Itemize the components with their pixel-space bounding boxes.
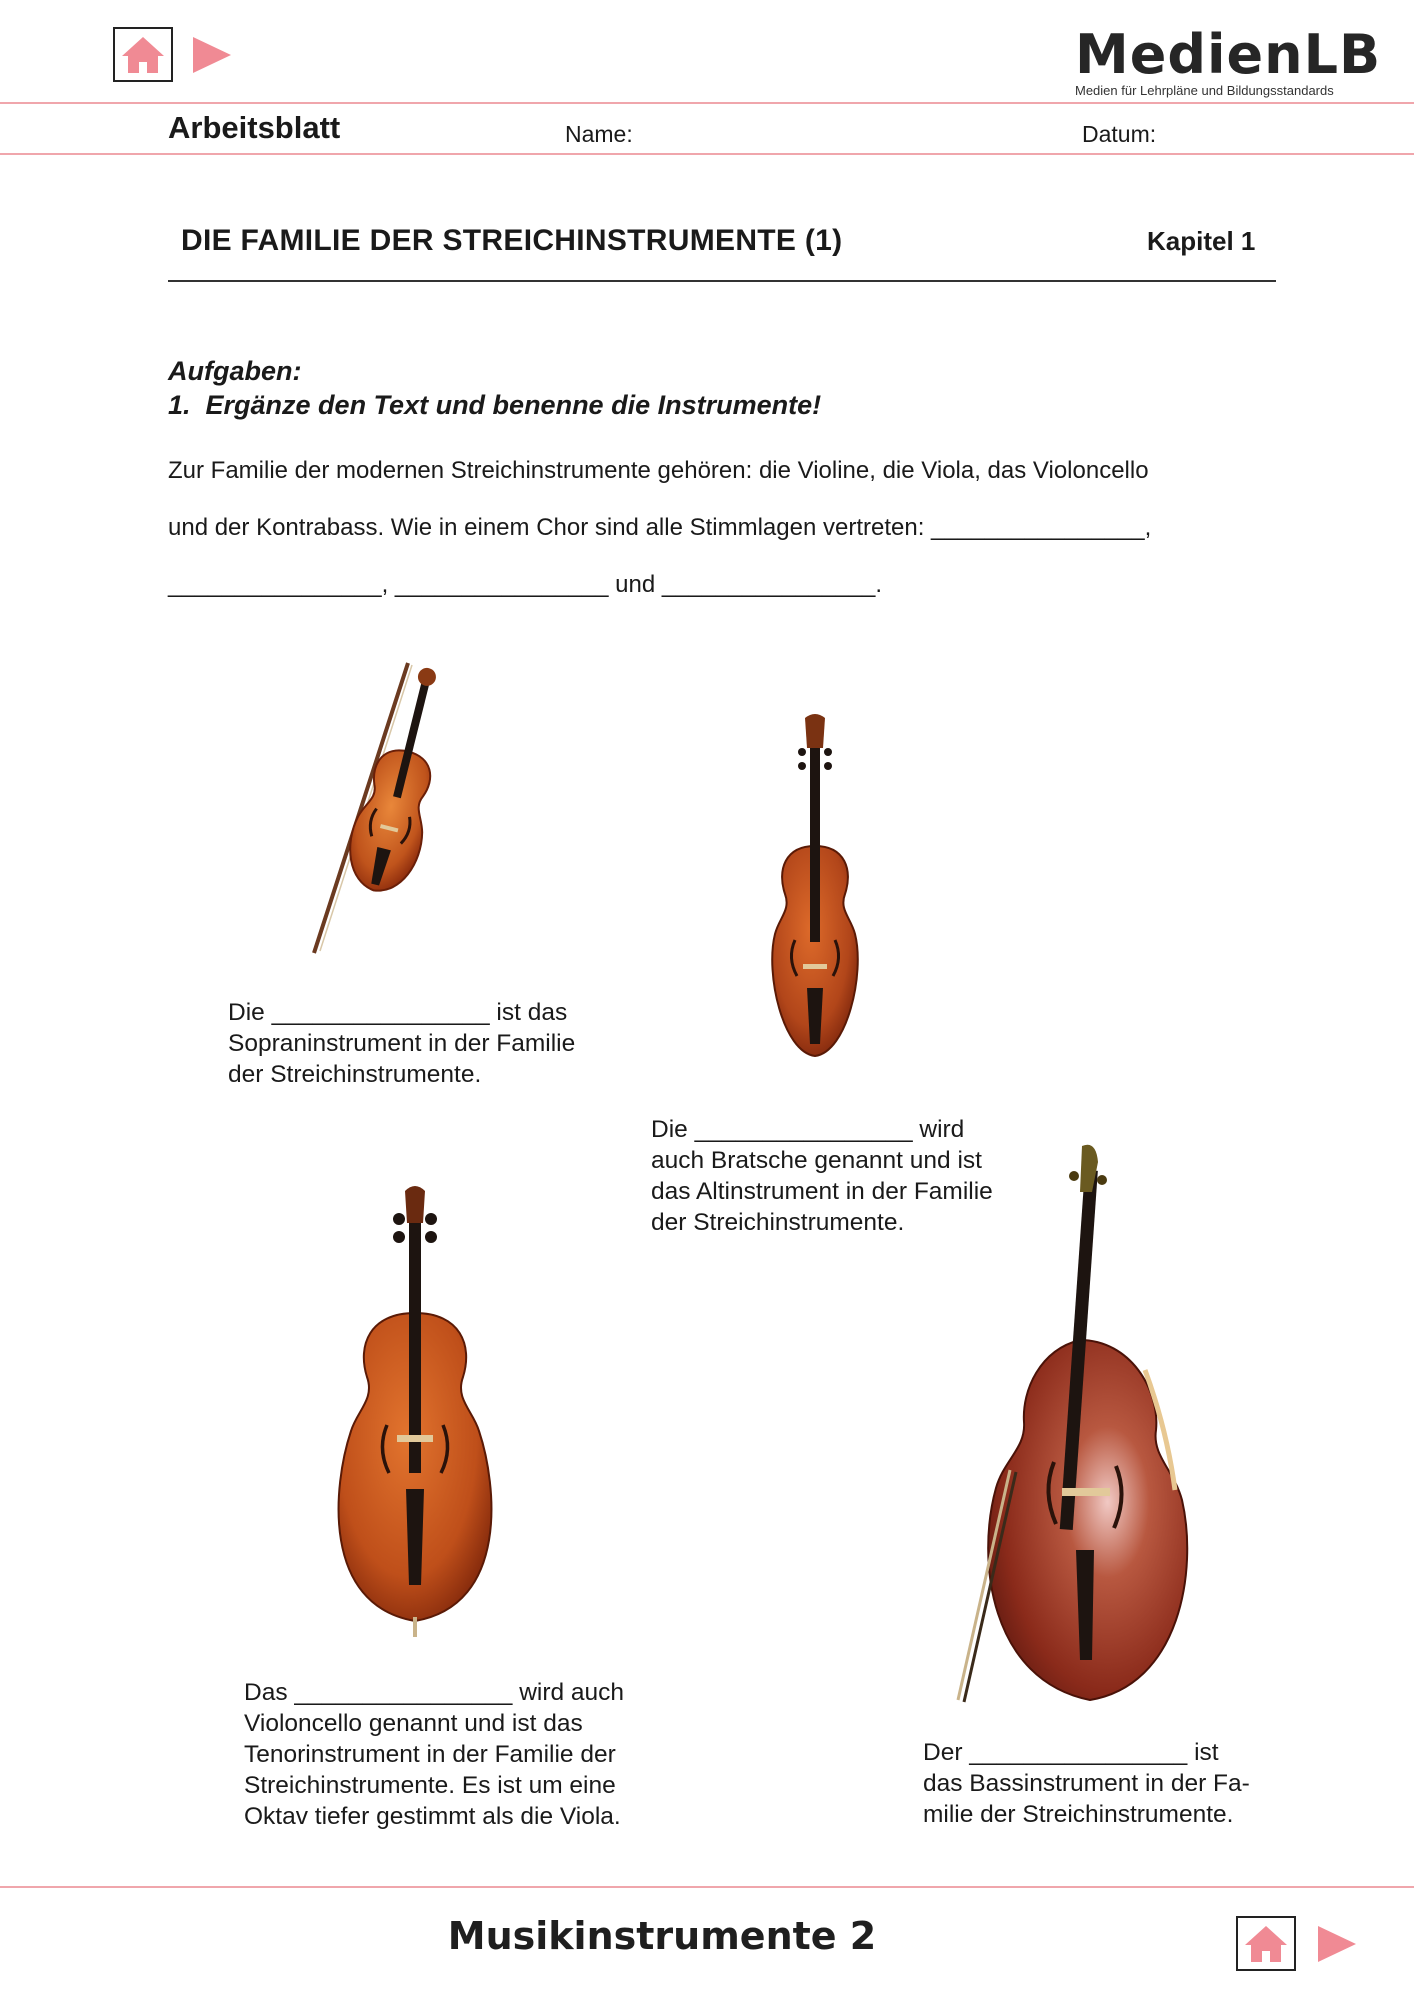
series-title: Musikinstrumente 2 [447,1914,877,1958]
cello-caption-line-3: Tenorinstrument in der Familie der [244,1741,616,1768]
footer-next-page-arrow-icon[interactable] [1316,1924,1358,1964]
double-bass-caption-line-3: milie der Streichinstrumente. [923,1801,1234,1828]
double-bass-caption-line-2: das Bassinstrument in der Fa- [923,1770,1250,1797]
task-1-text: 1. Ergänze den Text und benenne die Instrumente! [168,390,822,420]
viola-caption-line-3: das Altinstrument in der Familie [651,1178,993,1205]
title-rule [168,280,1276,282]
date-label: Datum: [1082,121,1157,147]
page-title: DIE FAMILIE DER STREICHINSTRUMENTE (1) [181,224,843,257]
violin-caption [228,997,575,1090]
viola-caption [651,1114,993,1238]
home-icon [120,35,166,75]
cello-caption-line-2: Violoncello genannt und ist das [244,1710,583,1737]
footer-rule [0,1886,1414,1888]
chapter-label: Kapitel 1 [1147,226,1256,256]
cello-icon [305,1185,525,1640]
violin-caption-line-1: Die ________________ ist das [228,999,568,1026]
violin-caption-line-3: der Streichinstrumente. [228,1061,482,1088]
logo [1075,23,1382,98]
header-rule-bottom [0,153,1414,155]
double-bass-caption-line-1: Der ________________ ist [923,1739,1219,1766]
worksheet-label: Arbeitsblatt [168,110,341,145]
violin-caption-line-2: Sopraninstrument in der Familie [228,1030,576,1057]
logo-wordmark: MedienLB [1075,23,1382,86]
home-button[interactable] [113,27,173,82]
intro-line-3: ________________, ________________ und ________________. [168,571,883,598]
intro-line-1: Zur Familie der modernen Streichinstrumente gehören: die Violine, die Viola, das Violoncello [168,457,1149,484]
logo-tagline: Medien für Lehrpläne und Bildungsstandards [1075,83,1334,98]
tasks-heading: Aufgaben: [168,356,302,386]
footer-home-button[interactable] [1236,1916,1296,1971]
home-icon [1243,1924,1289,1964]
name-label: Name: [565,121,633,147]
cello-caption-line-1: Das ________________ wird auch [244,1679,625,1706]
double-bass-caption [923,1737,1250,1830]
viola-caption-line-1: Die ________________ wird [651,1116,965,1143]
cello-caption-line-4: Streichinstrumente. Es ist um eine [244,1772,616,1799]
intro-line-2: und der Kontrabass. Wie in einem Chor sind alle Stimmlagen vertreten: ________________, [168,514,1152,541]
header-rule-top [0,102,1414,104]
viola-icon [755,712,875,1060]
viola-caption-line-4: der Streichinstrumente. [651,1209,905,1236]
double-bass-with-bow-icon [950,1140,1200,1720]
viola-caption-line-2: auch Bratsche genannt und ist [651,1147,982,1174]
cello-caption-line-5: Oktav tiefer gestimmt als die Viola. [244,1803,621,1830]
violin-with-bow-icon [300,655,460,965]
next-page-arrow-icon[interactable] [191,35,233,75]
cello-caption [244,1677,624,1832]
